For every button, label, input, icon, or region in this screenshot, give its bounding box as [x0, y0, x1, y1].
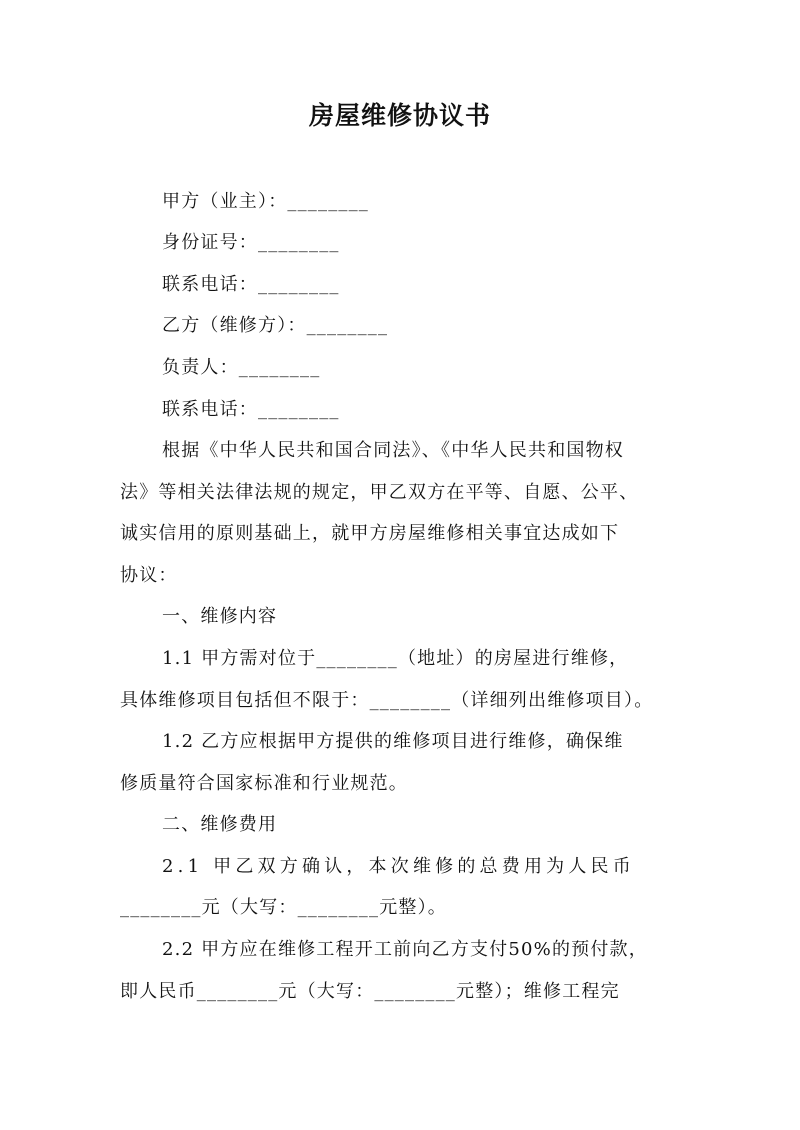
clause-2-2-line-1: 2.2 甲方应在维修工程开工前向乙方支付50%的预付款， — [162, 939, 648, 960]
party-b-phone-line: 联系电话：________ — [162, 399, 340, 420]
responsible-person-line: 负责人：________ — [162, 357, 321, 378]
clause-2-1-line-1: 2.1 甲乙双方确认，本次维修的总费用为人民币 — [162, 856, 635, 877]
clause-2-1-line-2: ________元（大写：________元整）。 — [120, 897, 447, 918]
clause-1-2-line-1: 1.2 乙方应根据甲方提供的维修项目进行维修，确保维 — [162, 731, 624, 752]
party-b-line: 乙方（维修方）：________ — [162, 315, 389, 336]
party-a-phone-line: 联系电话：________ — [162, 274, 340, 295]
clause-2-2-line-2: 即人民币________元（大写：________元整）；维修工程完 — [120, 981, 620, 1002]
clause-1-2-line-2: 修质量符合国家标准和行业规范。 — [120, 773, 408, 794]
clause-1-1-line-1: 1.1 甲方需对位于________（地址）的房屋进行维修， — [162, 648, 629, 669]
preamble-line-2: 法》等相关法律法规的规定，甲乙双方在平等、自愿、公平、 — [120, 482, 639, 503]
preamble-line-3: 诚实信用的原则基础上，就甲方房屋维修相关事宜达成如下 — [120, 523, 620, 544]
document-title: 房屋维修协议书 — [308, 101, 491, 130]
section-1-heading: 一、维修内容 — [162, 606, 278, 627]
preamble-line-4: 协议： — [120, 565, 178, 586]
preamble-line-1: 根据《中华人民共和国合同法》、《中华人民共和国物权 — [162, 440, 624, 461]
id-number-line: 身份证号：________ — [162, 232, 340, 253]
clause-1-1-line-2: 具体维修项目包括但不限于：________（详细列出维修项目）。 — [120, 690, 654, 711]
section-2-heading: 二、维修费用 — [162, 814, 278, 835]
party-a-line: 甲方（业主）：________ — [162, 191, 369, 212]
